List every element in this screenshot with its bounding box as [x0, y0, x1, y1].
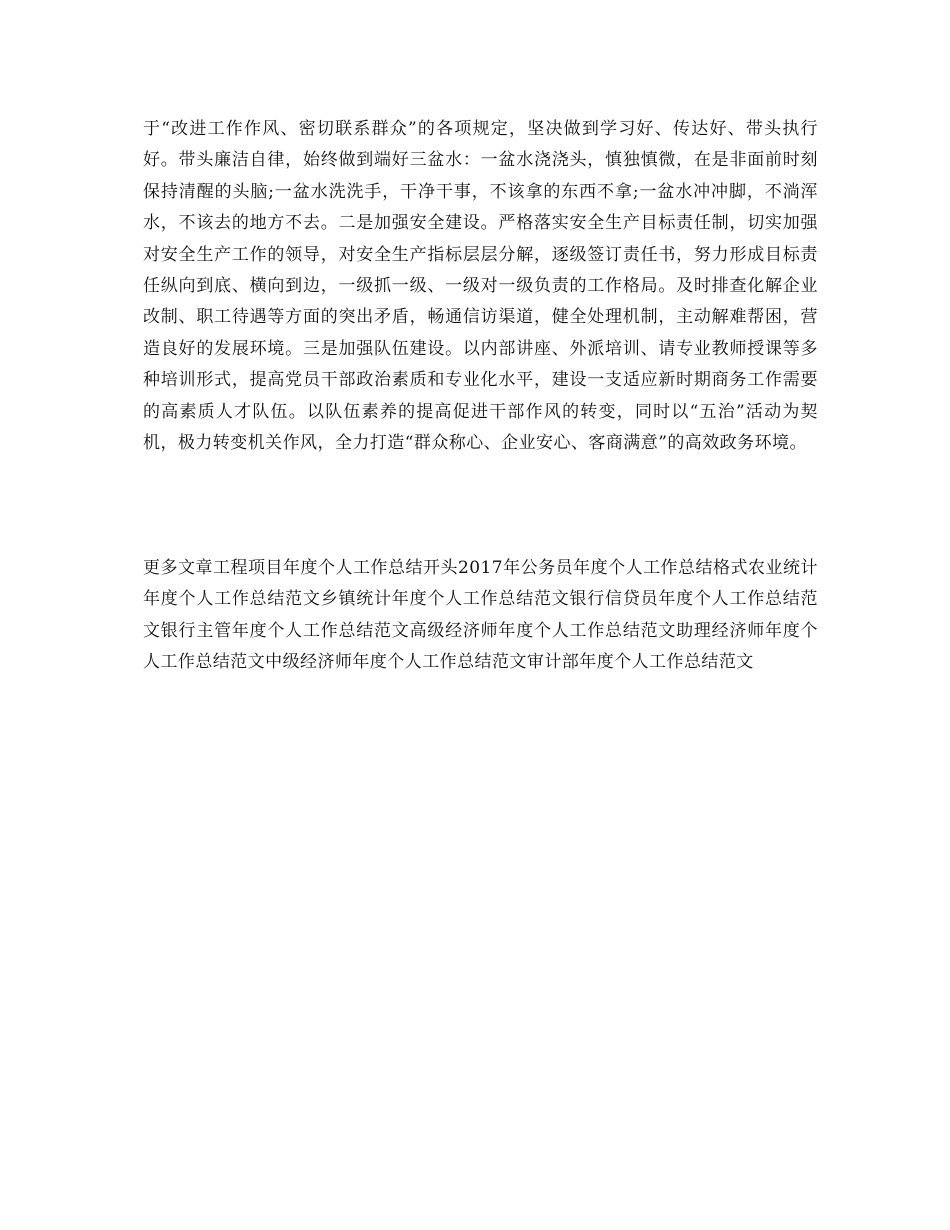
related-articles-paragraph: 更多文章工程项目年度个人工作总结开头2017年公务员年度个人工作总结格式农业统计年度个人工作总结范文乡镇统计年度个人工作总结范文银行信贷员年度个人工作总结范文银行主管年度个人工作总结范文高级经济师年度个人工作总结范文助理经济师年度个人工作总结范文中级经济师年度个人工作总结范文审计部年度个人工作总结范文	[143, 558, 818, 673]
body-paragraph: 于“改进工作作风、密切联系群众”的各项规定，坚决做到学习好、传达好、带头执行好。带头廉洁自律，始终做到端好三盆水：一盆水浇浇头，慎独慎微，在是非面前时刻保持清醒的头脑;一盆水洗洗手，干净干事，不该拿的东西不拿;一盆水冲冲脚，不淌浑水，不该去的地方不去。二是加强安全建设。严格落实安全生产目标责任制，切实加强对安全生产工作的领导，对安全生产指标层层分解，逐级签订责任书，努力形成目标责任纵向到底、横向到边，一级抓一级、一级对一级负责的工作格局。及时排查化解企业改制、职工待遇等方面的突出矛盾，畅通信访渠道，健全处理机制，主动解难帮困，营造良好的发展环境。三是加强队伍建设。以内部讲座、外派培训、请专业教师授课等多种培训形式，提高党员干部政治素质和专业化水平，建设一支适应新时期商务工作需要的高素质人才队伍。以队伍素养的提高促进干部作风的转变，同时以“五治”活动为契机，极力转变机关作风，全力打造“群众称心、企业安心、客商满意”的高效政务环境。	[143, 119, 818, 454]
